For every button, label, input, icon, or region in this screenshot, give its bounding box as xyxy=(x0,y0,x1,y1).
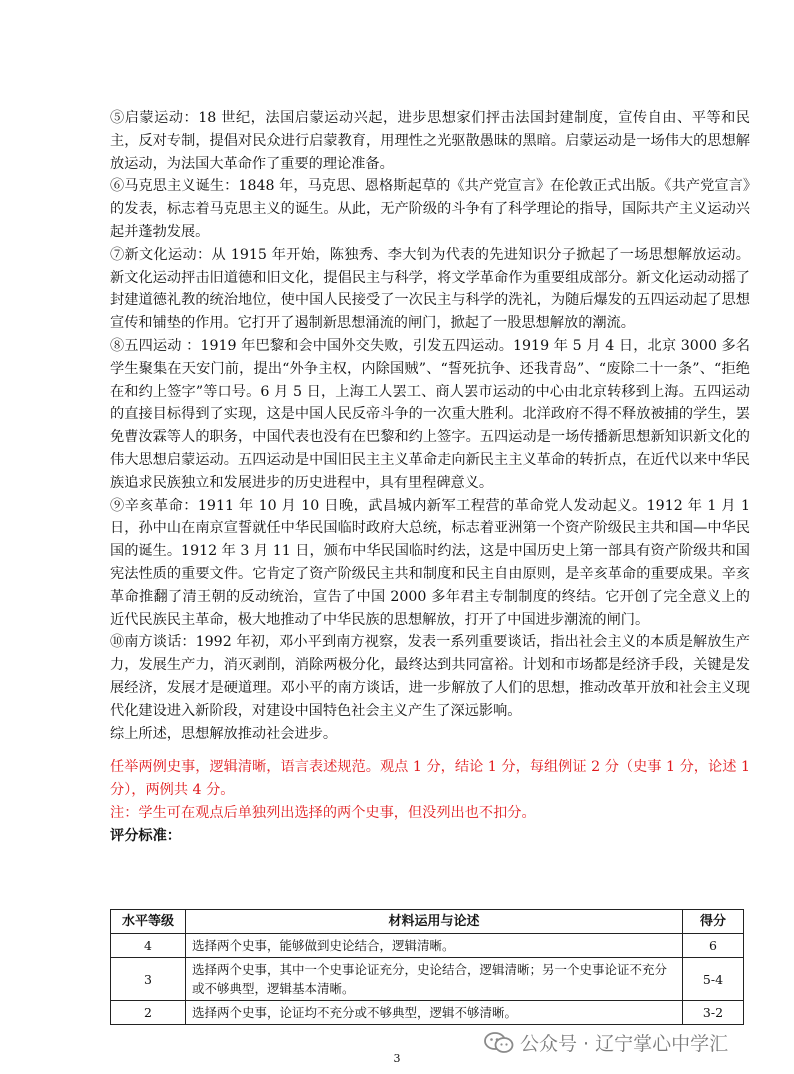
scoring-table xyxy=(110,909,744,1025)
table-header-row xyxy=(111,910,744,934)
row-level: 2 xyxy=(111,1001,186,1025)
table-row xyxy=(111,958,744,1001)
paragraph-new-culture: ⑦新文化运动：从 1915 年开始，陈独秀、李大钊为代表的先进知识分子掀起了一场思想解放运动。新文化运动抨击旧道德和旧文化，提倡民主与科学，将文学革命作为重要组成部分。新文化运动动摇了封建道德礼教的统治地位，使中国人民接受了一次民主与科学的洗礼，为随后爆发的五四运动起了思想宣传和铺垫的作用。它打开了遏制新思想涌流的闸门，掀起了一股思想解放的潮流。 xyxy=(110,246,750,332)
paragraph-conclusion: 综上所述，思想解放推动社会进步。 xyxy=(110,725,338,742)
header-score: 得分 xyxy=(683,910,744,934)
paragraph-xinhai: ⑨辛亥革命：1911 年 10 月 10 日晚，武昌城内新军工程营的革命党人发动起义。1912 年 1 月 1 日，孙中山在南京宣誓就任中华民国临时政府大总统，标志着亚洲第一个资产阶级民主共和国—中华民国的诞生。1912 年 3 月 11 日，颁布中华民国临时约法，这是中国历史上第一部具有资产阶级共和国宪法性质的重要文件。它肯定了资产阶级民主共和制度和民主自由原则，是辛亥革命的重要成果。辛亥革命推翻了清王朝的反动统治，宣告了中国 2000 多年君主专制制度的终结。它开创了完全意义上的近代民族民主革命，极大地推动了中华民族的思想解放，打开了中国进步潮流的闸门。 xyxy=(110,497,750,628)
paragraph-enlightenment: ⑤启蒙运动：18 世纪，法国启蒙运动兴起，进步思想家们抨击法国封建制度，宣传自由、平等和民主，反对专制，提倡对民众进行启蒙教育，用理性之光驱散愚昧的黑暗。启蒙运动是一场伟大的思想解放运动，为法国大革命作了重要的理论准备。 xyxy=(110,110,750,172)
row-score: 5-4 xyxy=(683,958,744,1001)
table-row xyxy=(111,1001,744,1025)
paragraph-may-fourth: ⑧五四运动 ：1919 年巴黎和会中国外交失败，引发五四运动。1919 年 5 月 4 日，北京 3000 多名学生聚集在天安门前，提出“外争主权，内除国贼”、“誓死抗争、还我青岛”、“废除二十一条”、“拒绝在和约上签字”等口号。6 月 5 日，上海工人罢工、商人罢市运动的中心由北京转移到上海。五四运动的直接目标得到了实现，这是中国人民反帝斗争的一次重大胜利。北洋政府不得不释放被捕的学生，罢免曹汝霖等人的职务，中国代表也没有在巴黎和约上签字。五四运动是一场传播新思想新知识新文化的伟大思想启蒙运动。五四运动是中国旧民主主义革命走向新民主主义革命的转折点，在近代以来中华民族追求民族独立和发展进步的历史进程中，具有里程碑意义。 xyxy=(110,337,750,491)
row-score: 6 xyxy=(683,934,744,958)
paragraph-marxism: ⑥马克思主义诞生：1848 年，马克思、恩格斯起草的《共产党宣言》在伦敦正式出版。《共产党宣言》的发表，标志着马克思主义的诞生。从此，无产阶级的斗争有了科学理论的指导，国际共产主义运动兴起并蓬勃发展。 xyxy=(110,178,750,240)
row-level: 3 xyxy=(111,958,186,1001)
row-score: 3-2 xyxy=(683,1001,744,1025)
page-number: 3 xyxy=(393,1052,401,1065)
header-description: 材料运用与论述 xyxy=(186,910,683,934)
grading-remark: 注：学生可在观点后单独列出选择的两个史事，但没列出也不扣分。 xyxy=(110,804,536,821)
document-body xyxy=(110,107,750,848)
row-description: 选择两个史事，能够做到史论结合，逻辑清晰。 xyxy=(186,934,683,958)
row-level: 4 xyxy=(111,934,186,958)
header-level: 水平等级 xyxy=(111,910,186,934)
row-description: 选择两个史事，论证均不充分或不够典型，逻辑不够清晰。 xyxy=(186,1001,683,1025)
paragraph-southern-talks: ⑩南方谈话：1992 年初，邓小平到南方视察，发表一系列重要谈话，指出社会主义的本质是解放生产力，发展生产力，消灭剥削，消除两极分化，最终达到共同富裕。计划和市场都是经济手段，关键是发展经济，发展才是硬道理。邓小平的南方谈话，进一步解放了人们的思想，推动改革开放和社会主义现代化建设进入新阶段，对建设中国特色社会主义产生了深远影响。 xyxy=(110,634,750,719)
wechat-icon xyxy=(484,1032,514,1054)
row-description: 选择两个史事，其中一个史事论证充分，史论结合，逻辑清晰；另一个史事论证不充分或不够典型，逻辑基本清晰。 xyxy=(186,958,683,1001)
watermark-text: 公众号 · 辽宁掌心中学汇 xyxy=(520,1033,729,1055)
table-row xyxy=(111,934,744,958)
spacer xyxy=(110,745,750,756)
criteria-heading: 评分标准： xyxy=(110,827,181,844)
grading-note: 任举两例史事，逻辑清晰，语言表述规范。观点 1 分，结论 1 分，每组例证 2 分（史事 1 分，论述 1 分），两例共 4 分。 xyxy=(110,759,750,799)
